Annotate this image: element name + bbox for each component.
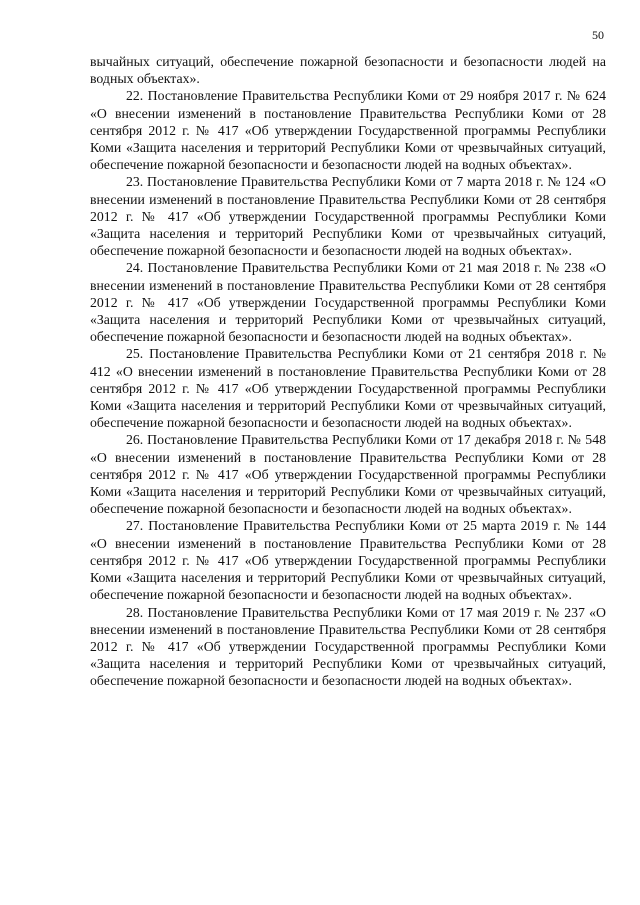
paragraph-item-23: 23. Постановление Правительства Республики Коми от 7 марта 2018 г. № 124 «О внесении изменений в постановление Правительства Республики Коми от 28 сентября 2012 г. № 417 «Об утверждении Государственной программы Республики Коми «Защита населения и территорий Республики Коми от чрезвычайных ситуаций, обеспечение пожарной безопасности и безопасности людей на водных объектах». xyxy=(90,174,606,259)
paragraph-item-28: 28. Постановление Правительства Республики Коми от 17 мая 2019 г. № 237 «О внесении изменений в постановление Правительства Республики Коми от 28 сентября 2012 г. № 417 «Об утверждении Государственной программы Республики Коми «Защита населения и территорий Республики Коми от чрезвычайных ситуаций, обеспечение пожарной безопасности и безопасности людей на водных объектах». xyxy=(90,604,606,689)
paragraph-item-24: 24. Постановление Правительства Республики Коми от 21 мая 2018 г. № 238 «О внесении изменений в постановление Правительства Республики Коми от 28 сентября 2012 г. № 417 «Об утверждении Государственной программы Республики Коми «Защита населения и территорий Республики Коми от чрезвычайных ситуаций, обеспечение пожарной безопасности и безопасности людей на водных объектах». xyxy=(90,260,606,345)
document-body xyxy=(90,53,606,690)
page-number: 50 xyxy=(592,28,604,42)
paragraph-continuation: вычайных ситуаций, обеспечение пожарной безопасности и безопасности людей на водных объектах». xyxy=(90,54,606,87)
paragraph-item-22: 22. Постановление Правительства Республики Коми от 29 ноября 2017 г. № 624 «О внесении изменений в постановление Правительства Республики Коми от 28 сентября 2012 г. № 417 «Об утверждении Государственной программы Республики Коми «Защита населения и территорий Республики Коми от чрезвычайных ситуаций, обеспечение пожарной безопасности и безопасности людей на водных объектах». xyxy=(90,88,606,173)
paragraph-item-26: 26. Постановление Правительства Республики Коми от 17 декабря 2018 г. № 548 «О внесении изменений в постановление Правительства Республики Коми от 28 сентября 2012 г. № 417 «Об утверждении Государственной программы Республики Коми «Защита населения и территорий Республики Коми от чрезвычайных ситуаций, обеспечение пожарной безопасности и безопасности людей на водных объектах». xyxy=(90,432,606,517)
paragraph-item-25: 25. Постановление Правительства Республики Коми от 21 сентября 2018 г. № 412 «О внесении изменений в постановление Правительства Республики Коми от 28 сентября 2012 г. № 417 «Об утверждении Государственной программы Республики Коми «Защита населения и территорий Республики Коми от чрезвычайных ситуаций, обеспечение пожарной безопасности и безопасности людей на водных объектах». xyxy=(90,346,606,431)
paragraph-item-27: 27. Постановление Правительства Республики Коми от 25 марта 2019 г. № 144 «О внесении изменений в постановление Правительства Республики Коми от 28 сентября 2012 г. № 417 «Об утверждении Государственной программы Республики Коми «Защита населения и территорий Республики Коми от чрезвычайных ситуаций, обеспечение пожарной безопасности и безопасности людей на водных объектах». xyxy=(90,518,606,603)
